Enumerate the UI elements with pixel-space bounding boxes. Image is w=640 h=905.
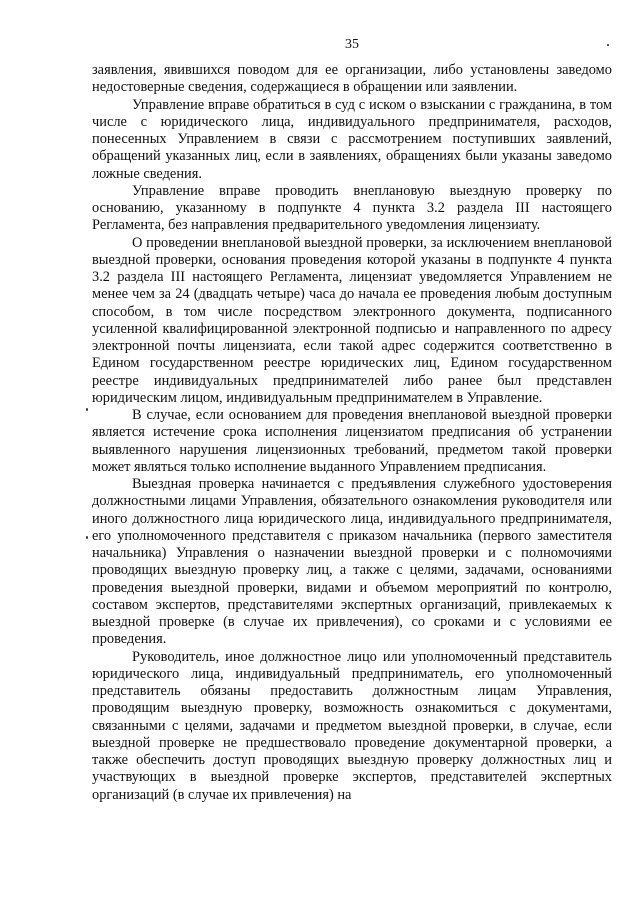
paragraph-lawsuit: Управление вправе обратиться в суд с иском о взыскании с гражданина, в том числе с юридического лица, индивидуального предпринимателя, расходов, понесенных Управлением в связи с рассмотрением поступивших заявлений, обращений указанных лиц, если в заявлениях, обращениях были указаны заведомо ложные сведения.	[92, 96, 612, 182]
paragraph-continuation: заявления, явившихся поводом для ее организации, либо установлены заведомо недостоверные сведения, содержащиеся в обращении или заявлении.	[92, 62, 612, 96]
paragraph-order-execution: В случае, если основанием для проведения внеплановой выездной проверки является истечение срока исполнения лицензиатом предписания об устранении выявленного нарушения лицензионных требований, предметом такой проверки может являться только исполнение выданного Управлением предписания.	[92, 407, 612, 475]
scan-speck	[86, 408, 88, 411]
scan-speck	[86, 536, 88, 539]
paragraph-unscheduled-inspection: Управление вправе проводить внеплановую выездную проверку по основанию, указанному в подпункте 4 пункта 3.2 раздела III настоящего Регламента, без направления предварительного уведомления лицензиату.	[92, 182, 612, 234]
paragraph-obligations: Руководитель, иное должностное лицо или уполномоченный представитель юридического лица, индивидуальный предприниматель, его уполномоченный представитель обязаны предоставить должностным лицам Управления, проводящим выездную проверку, возможность ознакомиться с документами, связанными с целями, задачами и предметом выездной проверки, в случае, если выездной проверке не предшествовало проведение документарной проверки, а также обеспечить доступ проводящих выездную проверку должностных лиц и участвующих в выездной проверке экспертов, представителей экспертных организаций (в случае их привлечения) на	[92, 648, 612, 803]
paragraph-inspection-start: Выездная проверка начинается с предъявления служебного удостоверения должностными лицами Управления, обязательного ознакомления руководителя или иного должностного лица юридического лица, индивидуального предпринимателя, его уполномоченного представителя с приказом начальника (первого заместителя начальника) Управления о назначении выездной проверки и с полномочиями проводящих выездную проверку лиц, а также с целями, задачами, основаниями проведения выездной проверки, видами и объемом мероприятий по контролю, составом экспертов, представителями экспертных организаций, привлекаемых к выездной проверке (в случае их привлечения), со сроками и с условиями ее проведения.	[92, 476, 612, 648]
page-number: 35	[345, 37, 359, 52]
scan-speck	[607, 44, 609, 46]
paragraph-notification: О проведении внеплановой выездной проверки, за исключением внеплановой выездной проверки, основания проведения которой указаны в подпункте 4 пункта 3.2 раздела III настоящего Регламента, лицензиат уведомляется Управлением не менее чем за 24 (двадцать четыре) часа до начала ее проведения любым доступным способом, в том числе посредством электронного документа, подписанного усиленной квалифицированной электронной подписью и направленного по адресу электронной почты лицензиата, если такой адрес содержится соответственно в Едином государственном реестре юридических лиц, Едином государственном реестре индивидуальных предпринимателей либо ранее был представлен юридическим лицом, индивидуальным предпринимателем в Управление.	[92, 234, 612, 406]
document-body	[92, 62, 612, 804]
